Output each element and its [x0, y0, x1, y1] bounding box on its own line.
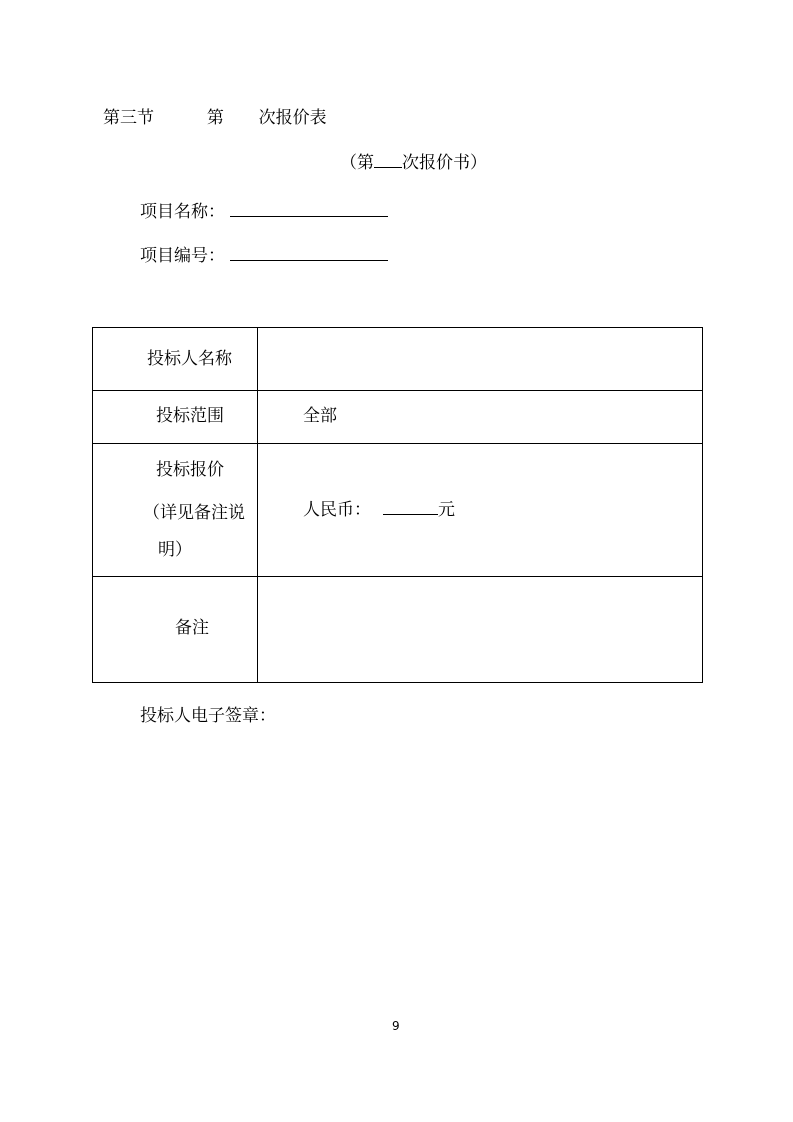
subtitle: [340, 153, 487, 173]
section-number: 第三节: [103, 108, 154, 128]
signature-label: 投标人电子签章：: [140, 706, 276, 726]
subtitle-suffix: 次报价书）: [402, 153, 487, 173]
project-number-field[interactable]: [230, 243, 388, 261]
bid-price-note-line2: 明）: [158, 540, 192, 560]
subtitle-prefix: （第: [340, 153, 374, 173]
table-row-bid-price: [93, 444, 703, 577]
table-row-bid-scope: [93, 391, 703, 444]
round-blank[interactable]: [374, 167, 402, 168]
bid-price-note-line1: （详见备注说: [143, 503, 245, 523]
project-name-field[interactable]: [230, 199, 388, 217]
bid-scope-label-cell: [93, 391, 258, 444]
project-number-row: [140, 243, 388, 266]
page-number: 9: [392, 1019, 400, 1033]
remarks-label-cell: [93, 577, 258, 683]
remarks-label: 备注: [175, 618, 209, 638]
project-name-row: [140, 199, 388, 222]
currency-label: 人民币：: [303, 500, 371, 520]
currency-unit: 元: [438, 500, 455, 520]
table-row-bidder-name: [93, 328, 703, 391]
project-name-label: 项目名称：: [140, 202, 225, 222]
bidder-name-value-cell[interactable]: [258, 328, 703, 391]
table-row-remarks: [93, 577, 703, 683]
bid-price-value-cell: [258, 444, 703, 577]
bid-scope-label: 投标范围: [156, 406, 224, 426]
project-number-label: 项目编号：: [140, 246, 225, 266]
bidder-name-label-cell: [93, 328, 258, 391]
section-round-prefix: 第: [206, 108, 224, 128]
bid-price-label-cell: [93, 444, 258, 577]
section-title: 次报价表: [258, 108, 327, 128]
bid-price-value: [303, 495, 455, 520]
bidder-name-label: 投标人名称: [147, 349, 232, 369]
section-heading: [103, 108, 327, 128]
bid-scope-value: 全部: [303, 406, 337, 426]
bid-scope-value-cell[interactable]: [258, 391, 703, 444]
bid-price-label: 投标报价: [156, 460, 224, 480]
bid-amount-field[interactable]: [383, 497, 438, 515]
quote-table: [92, 327, 703, 683]
remarks-value-cell[interactable]: [258, 577, 703, 683]
